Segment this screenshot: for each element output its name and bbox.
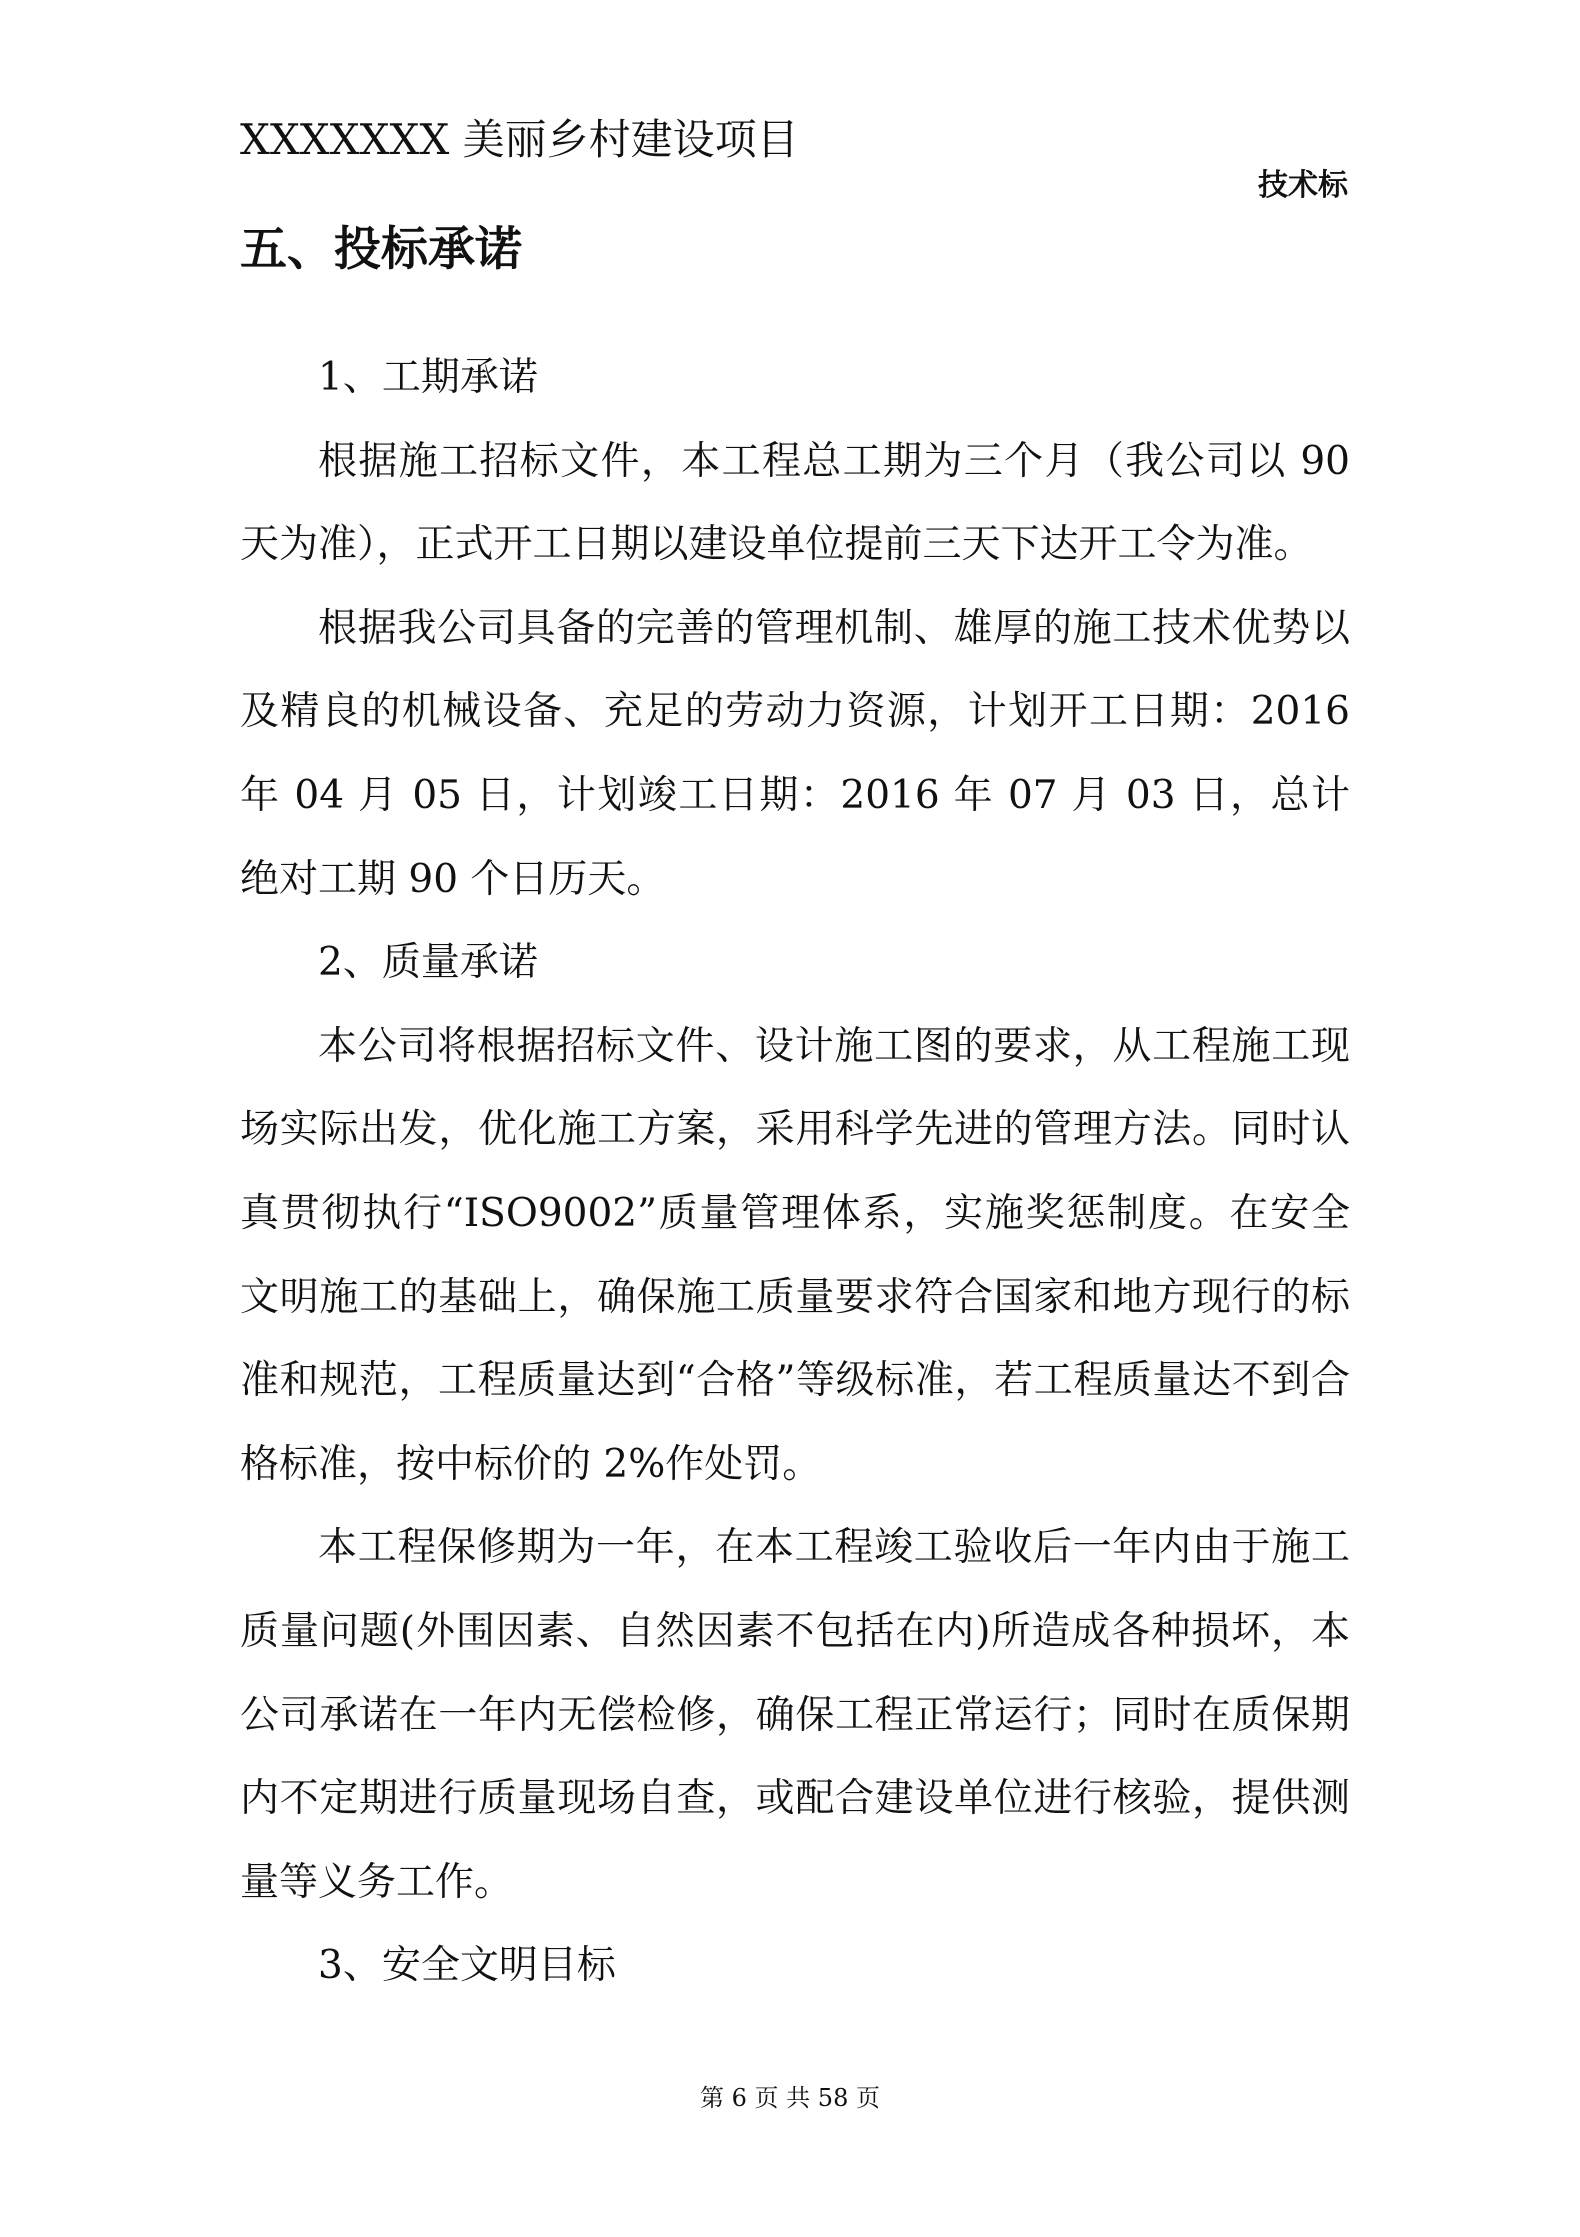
document-body — [240, 336, 1350, 2008]
page-footer — [0, 2082, 1580, 2114]
subheading-schedule: 1、工期承诺 — [318, 355, 538, 400]
section-title: 五、投标承诺 — [240, 222, 522, 277]
header-project-title: XXXXXXX 美丽乡村建设项目 — [240, 115, 799, 164]
header-doc-type: 技术标 — [1258, 168, 1348, 203]
paragraph-quality-1: 本公司将根据招标文件、设计施工图的要求，从工程施工现场实际出发，优化施工方案，采用科学先进的管理方法。同时认真贯彻执行“ISO9002”质量管理体系，实施奖惩制度。在安全文明施工的基础上，确保施工质量要求符合国家和地方现行的标准和规范，工程质量达到“合格”等级标准，若工程质量达不到合格标准，按中标价的 2%作处罚。 — [240, 1023, 1350, 1487]
subheading-quality: 2、质量承诺 — [318, 940, 538, 986]
paragraph-schedule-2: 根据我公司具备的完善的管理机制、雄厚的施工技术优势以及精良的机械设备、充足的劳动力资源，计划开工日期：2016 年 04 月 05 日，计划竣工日期：2016 年 07 月 03 日，总计绝对工期 90 个日历天。 — [240, 605, 1350, 902]
paragraph-quality-2: 本工程保修期为一年，在本工程竣工验收后一年内由于施工质量问题(外围因素、自然因素不包括在内)所造成各种损坏，本公司承诺在一年内无偿检修，确保工程正常运行；同时在质保期内不定期进行质量现场自查，或配合建设单位进行核验，提供测量等义务工作。 — [240, 1525, 1350, 1905]
subheading-safety: 3、安全文明目标 — [318, 1943, 616, 1989]
paragraph-schedule-1: 根据施工招标文件，本工程总工期为三个月（我公司以 90 天为准），正式开工日期以建设单位提前三天下达开工令为准。 — [240, 438, 1350, 568]
page-number: 第 6 页 共 58 页 — [700, 2084, 880, 2112]
